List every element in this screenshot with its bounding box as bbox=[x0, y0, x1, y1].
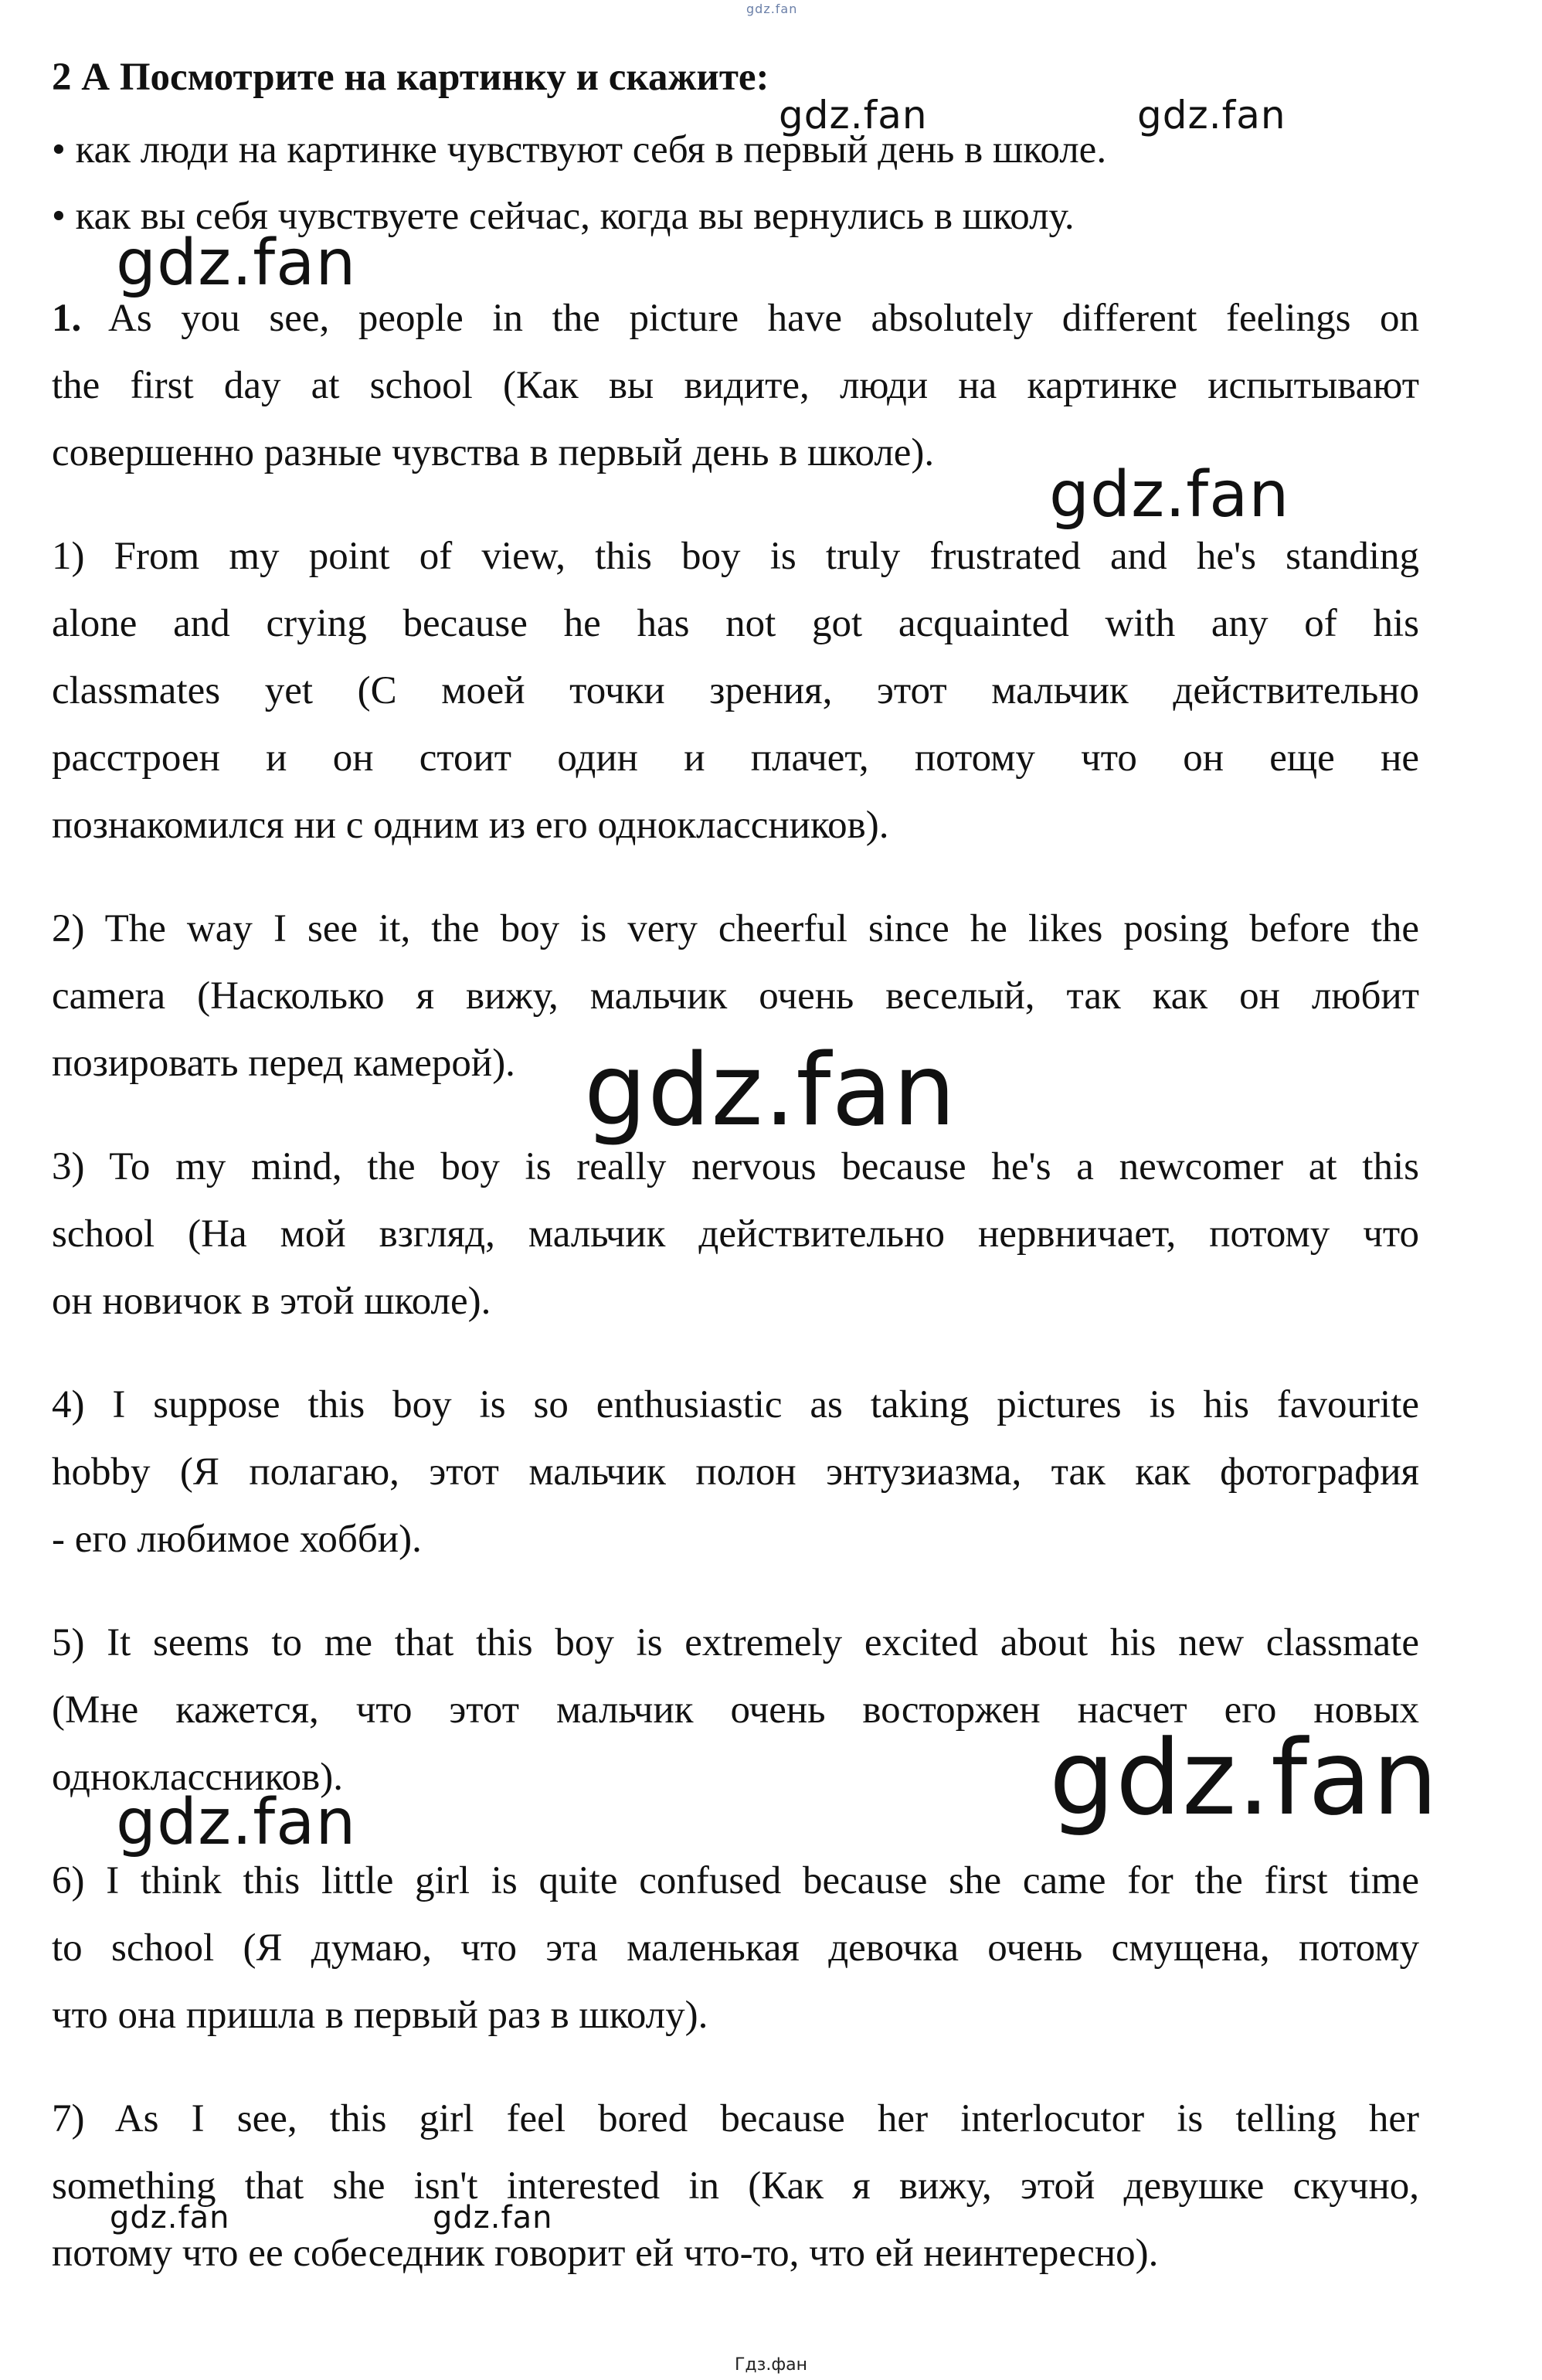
answer-number: 1. bbox=[52, 297, 82, 340]
watermark: gdz.fan bbox=[779, 93, 928, 138]
answer-item-line: он новичок в этой школе). bbox=[52, 1280, 491, 1323]
answer-item-line: что она пришла в первый раз в школу). bbox=[52, 1994, 708, 2037]
answer-item-line: 5) It seems to me that this boy is extremely excited about his new classmate bbox=[52, 1621, 1419, 1664]
answer-item-line: познакомился ни с одним из его одноклассников). bbox=[52, 804, 889, 847]
exercise-bullet: • как люди на картинке чувствуют себя в первый день в школе. bbox=[52, 128, 1107, 172]
answer-intro-text: As you see, people in the picture have absolutely different feelings on bbox=[108, 297, 1420, 340]
answer-item-line: classmates yet (С моей точки зрения, этот мальчик действительно bbox=[52, 669, 1419, 712]
answer-item-line: (Мне кажется, что этот мальчик очень восторжен насчет его новых bbox=[52, 1688, 1419, 1732]
answer-item-line: something that she isn't interested in (Как я вижу, этой девушке скучно, bbox=[52, 2164, 1419, 2208]
footer-site: Гдз.фан bbox=[735, 2355, 807, 2375]
answer-item-line: 6) I think this little girl is quite confused because she came for the first time bbox=[52, 1859, 1419, 1902]
answer-item-line: camera (Насколько я вижу, мальчик очень веселый, так как он любит bbox=[52, 974, 1419, 1018]
exercise-bullet: • как вы себя чувствуете сейчас, когда вы вернулись в школу. bbox=[52, 195, 1075, 238]
answer-item-line: 1) From my point of view, this boy is truly frustrated and he's standing bbox=[52, 535, 1419, 578]
answer-item-line: - его любимое хобби). bbox=[52, 1518, 422, 1561]
answer-item-line: одноклассников). bbox=[52, 1756, 343, 1799]
answer-item-line: 3) To my mind, the boy is really nervous because he's a newcomer at this bbox=[52, 1145, 1419, 1188]
answer-item-line: hobby (Я полагаю, этот мальчик полон энтузиазма, так как фотография bbox=[52, 1450, 1419, 1494]
exercise-heading: 2 А Посмотрите на картинку и скажите: bbox=[52, 56, 769, 99]
watermark: gdz.fan bbox=[1049, 458, 1290, 532]
watermark: gdz.fan bbox=[584, 1033, 956, 1148]
answer-item-line: 4) I suppose this boy is so enthusiastic as taking pictures is his favourite bbox=[52, 1383, 1419, 1426]
watermark: gdz.fan bbox=[116, 1786, 357, 1859]
watermark: gdz.fan bbox=[116, 226, 357, 300]
answer-item-line: 2) The way I see it, the boy is very cheerful since he likes posing before the bbox=[52, 907, 1419, 950]
answer-item-line: 7) As I see, this girl feel bored because her interlocutor is telling her bbox=[52, 2097, 1419, 2140]
watermark: gdz.fan bbox=[110, 2200, 230, 2236]
watermark: gdz.fan bbox=[1137, 93, 1286, 138]
answer-item-line: потому что ее собеседник говорит ей что-то, что ей неинтересно). bbox=[52, 2232, 1159, 2275]
answer-item-line: school (На мой взгляд, мальчик действительно нервничает, потому что bbox=[52, 1212, 1419, 1256]
answer-item-line: позировать перед камерой). bbox=[52, 1042, 515, 1085]
answer-intro-line: совершенно разные чувства в первый день в школе). bbox=[52, 431, 935, 474]
answer-intro-line: the first day at school (Как вы видите, люди на картинке испытывают bbox=[52, 364, 1419, 407]
watermark: gdz.fan bbox=[433, 2200, 553, 2236]
watermark: gdz.fan bbox=[1049, 1718, 1439, 1838]
answer-item-line: alone and crying because he has not got acquainted with any of his bbox=[52, 602, 1419, 645]
watermark-tiny: gdz.fan bbox=[746, 2, 798, 16]
answer-item-line: расстроен и он стоит один и плачет, потому что он еще не bbox=[52, 736, 1419, 780]
answer-item-line: to school (Я думаю, что эта маленькая девочка очень смущена, потому bbox=[52, 1926, 1419, 1970]
